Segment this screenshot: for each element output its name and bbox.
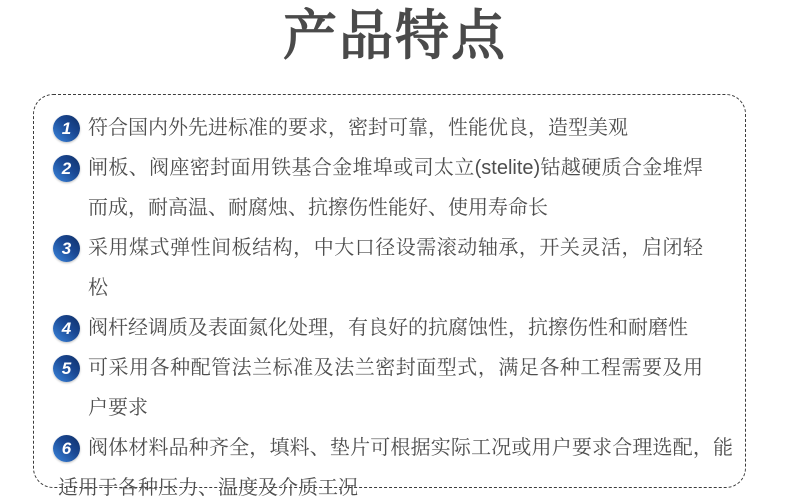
page-title: 产品特点 [283,6,507,66]
feature-text: 阀体材料品种齐全，填料、垫片可根据实际工况或用户要求合理选配，能适用于各种压力、温度及介质工况 [58,437,733,499]
feature-item-2 [34,148,745,228]
feature-text: 可采用各种配管法兰标准及法兰密封面型式，满足各种工程需要及用户要求 [88,357,703,419]
feature-text: 采用煤式弹性间板结构，中大口径设需滚动轴承，开关灵活，启闭轻松 [88,237,703,299]
number-1-badge-icon: 1 [53,115,80,142]
feature-item-4 [34,308,745,348]
number-3-badge-icon: 3 [53,235,80,262]
feature-text: 阀杆经调质及表面氮化处理，有良好的抗腐蚀性，抗擦伤性和耐磨性 [88,317,688,339]
feature-item-6 [34,428,745,504]
number-4-badge-icon: 4 [53,315,80,342]
feature-list-box [33,94,746,499]
number-5-badge-icon: 5 [53,355,80,382]
feature-item-5 [34,348,745,428]
feature-text: 符合国内外先进标准的要求，密封可靠，性能优良，造型美观 [88,117,628,139]
number-6-badge-icon: 6 [53,435,80,462]
feature-item-1 [34,108,745,148]
number-2-badge-icon: 2 [53,155,80,182]
feature-text: 闸板、阀座密封面用铁基合金堆埠或司太立(stelite)钴越硬质合金堆焊而成，耐高温、耐腐烛、抗擦伤性能好、使用寿命长 [88,157,703,219]
feature-item-3 [34,228,745,308]
